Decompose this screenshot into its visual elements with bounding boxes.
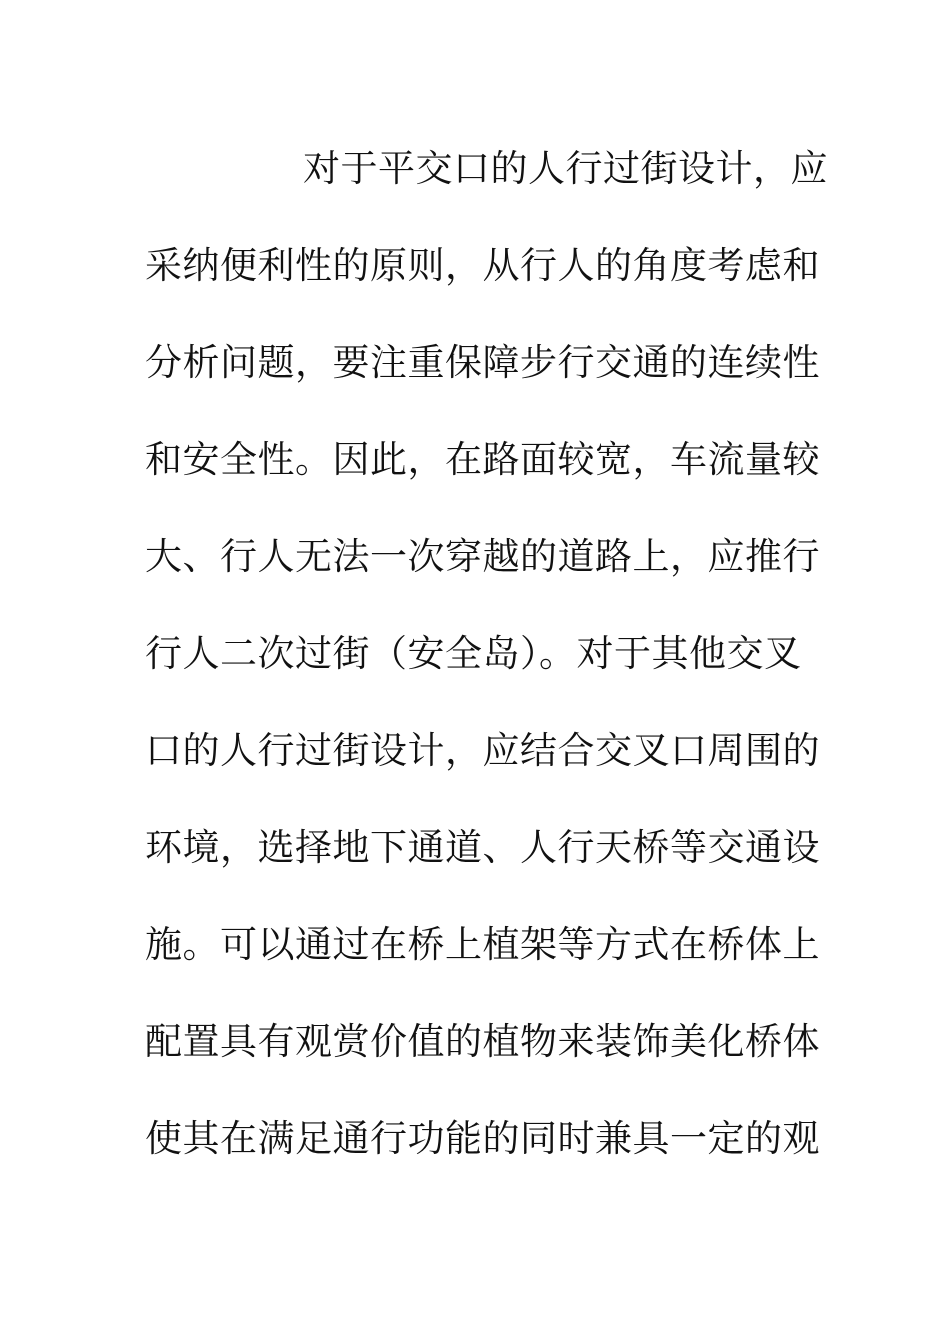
paragraph-line: 环境，选择地下通道、人行天桥等交通设 (145, 826, 820, 869)
paragraph-line: 配置具有观赏价值的植物来装饰美化桥体 (145, 1020, 820, 1063)
body-paragraph (145, 120, 828, 1187)
paragraph-line: 口的人行过街设计，应结合交叉口周围的 (145, 729, 820, 772)
paragraph-line: 大、行人无法一次穿越的道路上，应推行 (145, 535, 820, 578)
paragraph-line: 行人二次过街（安全岛）。对于其他交叉 (145, 632, 802, 675)
paragraph-line: 使其在满足通行功能的同时兼具一定的观 (145, 1117, 820, 1160)
paragraph-line: 施。可以通过在桥上植架等方式在桥体上 (145, 923, 820, 966)
paragraph-line: 分析问题，要注重保障步行交通的连续性 (145, 341, 820, 384)
paragraph-line: 采纳便利性的原则，从行人的角度考虑和 (145, 244, 820, 287)
paragraph-line: 和安全性。因此，在路面较宽，车流量较 (145, 438, 820, 481)
paragraph-line: 对于平交口的人行过街设计，应 (303, 147, 828, 190)
